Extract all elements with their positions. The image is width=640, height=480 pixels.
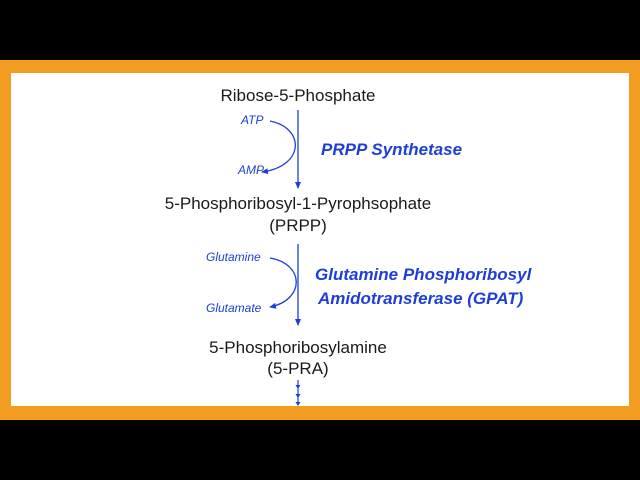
step2-cofactor-arrow <box>270 258 296 307</box>
prpp-synthetase-enzyme-label: PRPP Synthetase <box>321 140 463 159</box>
step1-cofactor-arrow <box>262 121 295 172</box>
prpp-abbr-label: (PRPP) <box>269 216 327 235</box>
prpp-name-label: 5-Phosphoribosyl-1-Pyrophsophate <box>164 194 432 213</box>
pra-abbr-label: (5-PRA) <box>267 359 329 378</box>
ribose-5-phosphate-label: Ribose-5-Phosphate <box>220 86 376 105</box>
gpat-enzyme-label-line1: Glutamine Phosphoribosyl <box>315 265 532 284</box>
pra-name-label: 5-Phosphoribosylamine <box>209 338 387 357</box>
continuation-arrows <box>296 380 301 406</box>
glutamate-label: Glutamate <box>206 301 262 315</box>
gpat-enzyme-label-line2: Amidotransferase (GPAT) <box>318 289 524 308</box>
glutamine-label: Glutamine <box>206 250 261 264</box>
atp-label: ATP <box>241 113 264 127</box>
amp-label: AMP <box>238 163 265 177</box>
